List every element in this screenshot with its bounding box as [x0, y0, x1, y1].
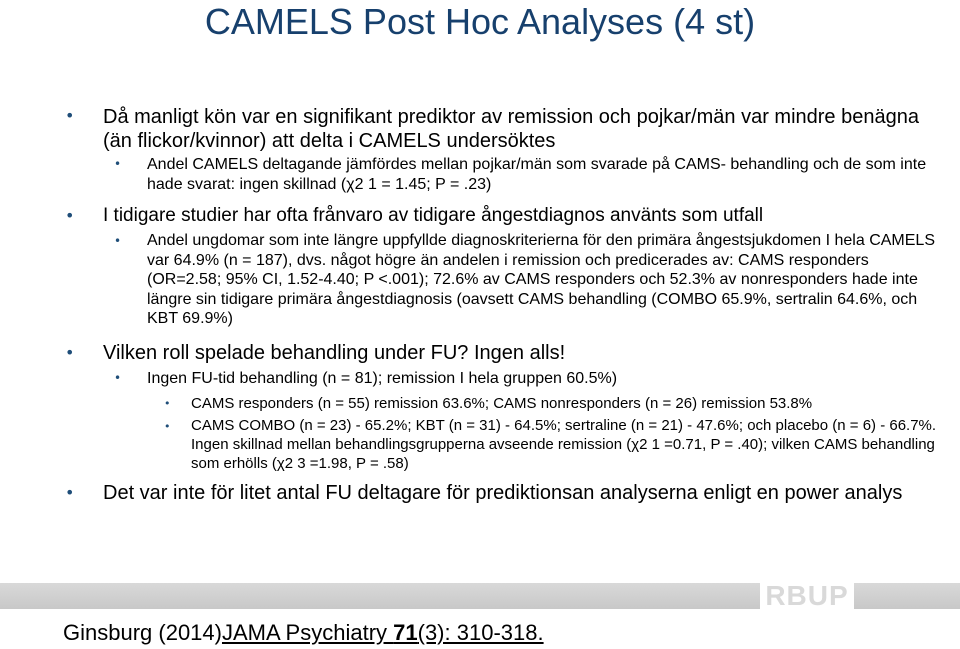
bullet-text: Ingen FU-tid behandling (n = 81); remission I hela gruppen 60.5%) [147, 370, 618, 387]
citation-journal: JAMA Psychiatry [221, 620, 394, 645]
bullet-icon: • [65, 483, 75, 502]
slide-title: CAMELS Post Hoc Analyses (4 st) [204, 1, 756, 42]
bullet-text: Andel CAMELS deltagande jämfördes mellan pojkar/män som svarade på CAMS- behandling och de som inte hade svarat: ingen skillnad (χ2 1 = 1.45; P = .23) [147, 156, 927, 193]
bullet-icon: • [164, 420, 171, 433]
bullet-text: I tidigare studier har ofta frånvaro av tidigare ångestdiagnos använts som utfall [103, 205, 764, 226]
bullet-text: Då manligt kön var en signifikant prediktor av remission och pojkar/män var mindre benägna (än flickor/kvinnor) att delta i CAMELS undersöktes [103, 106, 919, 152]
rbup-logo: RBUP [760, 579, 854, 613]
bullet-text: Andel ungdomar som inte längre uppfyllde diagnoskriterierna för den primära ångestsjukdomen I hela CAMELS var 64.9% (n = 187), dvs. något högre än andelen i remission och predicerades av: CAMS responders (OR=2.58; 95% CI, 1.52-4.40; P <.001); 72.6% av CAMS responders och 52.3% av nonresponders hade inte längre sin tidigare primära ångestdiagnosis (oavsett CAMS behandling (COMBO 65.9%, sertralin 64.6%, och KBT 69.9%) [147, 232, 935, 327]
bullet-icon: • [114, 157, 122, 171]
bullet-text: Det var inte för litet antal FU deltagare för prediktionsan analyserna enligt en power analys [103, 482, 903, 504]
bullet-text: CAMS responders (n = 55) remission 63.6%; CAMS nonresponders (n = 26) remission 53.8% [191, 395, 813, 412]
bullet-icon: • [114, 371, 122, 385]
bullet-icon: • [114, 234, 122, 248]
bullet-icon: • [65, 206, 75, 225]
citation-author: Ginsburg (2014) [63, 620, 222, 645]
bullet-text: Vilken roll spelade behandling under FU? Ingen alls! [103, 342, 566, 364]
citation-volume: 71 [393, 620, 418, 645]
bullet-text: CAMS COMBO (n = 23) - 65.2%; KBT (n = 31) - 64.5%; sertraline (n = 21) - 47.6%; och placebo (n = 6) - 66.7%. Ingen skillnad mellan behandlingsgrupperna avseende remission (χ2 1 =0.71, P = .40); vilken CAMS behandling som erhölls (χ2 3 =1.98, P = .58) [191, 417, 937, 472]
citation [63, 620, 544, 646]
citation-pages: (3): 310-318. [417, 620, 544, 645]
citation-journal-link[interactable] [222, 620, 544, 645]
bullet-icon: • [164, 397, 171, 410]
bullet-icon: • [65, 343, 75, 362]
bullet-icon: • [65, 106, 75, 125]
